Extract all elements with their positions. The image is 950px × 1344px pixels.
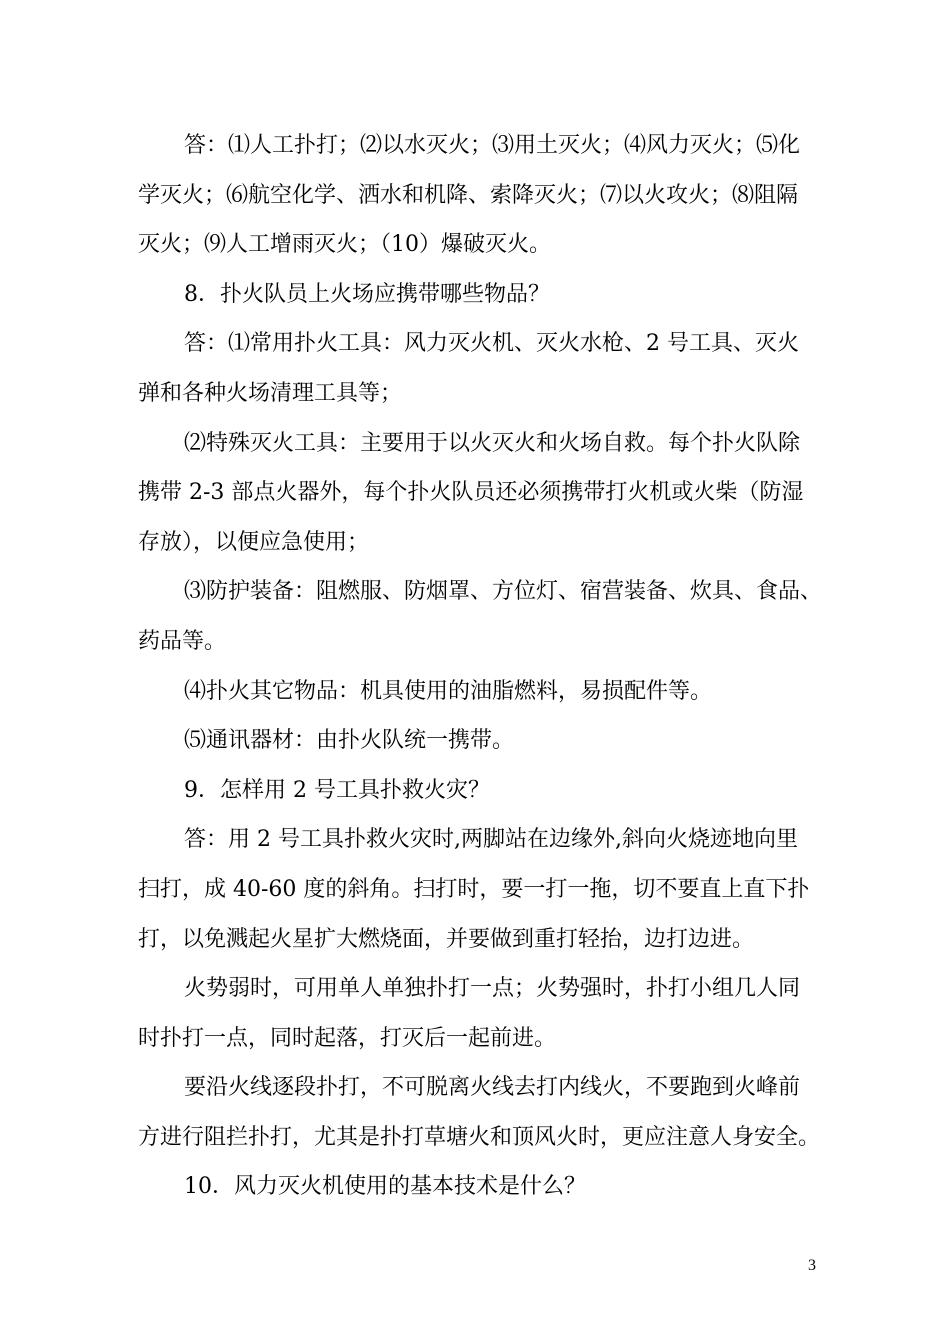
answer-8-item-3-line-2: 药品等。 [138,628,227,654]
answer-8-item-2-line-1: ⑵特殊灭火工具：主要用于以火灭火和火场自救。每个扑火队除 [184,430,801,456]
answer-9-para-1-line-1: 答：用 2 号工具扑救火灾时,两脚站在边缘外,斜向火烧迹地向里 [184,827,798,853]
question-9: 9．怎样用 2 号工具扑救火灾？ [184,777,490,803]
answer-8-item-2-line-2: 携带 2-3 部点火器外，每个扑火队员还必须携带打火机或火柴（防湿 [138,480,804,506]
answer-8-item-4: ⑷扑火其它物品：机具使用的油脂燃料，易损配件等。 [184,678,713,704]
answer-8-item-1-line-1: 答：⑴常用扑火工具：风力灭火机、灭火水枪、2 号工具、灭火 [184,331,799,357]
answer-9-para-3-line-1: 要沿火线逐段扑打，不可脱离火线去打内线火，不要跑到火峰前 [184,1075,801,1101]
question-10: 10．风力灭火机使用的基本技术是什么？ [184,1174,586,1200]
answer-8-item-3-line-1: ⑶防护装备：阻燃服、防烟罩、方位灯、宿营装备、炊具、食品、 [184,579,823,605]
body-text [138,121,828,1212]
answer-8-item-2-line-3: 存放），以便应急使用； [138,529,370,555]
answer-9-para-2-line-1: 火势弱时，可用单人单独扑打一点；火势强时，扑打小组几人同 [184,976,801,1002]
answer-9-para-3-line-2: 方进行阻拦扑打，尤其是扑打草塘火和顶风火时，更应注意人身安全。 [138,1124,821,1150]
answer-9-para-1-line-2: 扫打，成 40-60 度的斜角。扫打时，要一打一拖，切不要直上直下扑 [138,876,810,902]
answer-9-para-1-line-3: 打，以免溅起火星扩大燃烧面，并要做到重打轻抬，边打边进。 [138,926,755,952]
answer-8-item-1-line-2: 弹和各种火场清理工具等； [138,380,403,406]
answer-7-line-2: 学灭火；⑹航空化学、洒水和机降、索降灭火；⑺以火攻火；⑻阻隔 [138,182,799,208]
answer-7-line-1: 答：⑴人工扑打；⑵以水灭火；⑶用土灭火；⑷风力灭火；⑸化 [184,133,801,158]
answer-8-item-5: ⑸通讯器材：由扑火队统一携带。 [184,728,515,754]
answer-7-line-3: 灭火；⑼人工增雨灭火；（10）爆破灭火。 [138,232,551,258]
answer-9-para-2-line-2: 时扑打一点，同时起落，打灭后一起前进。 [138,1025,557,1051]
question-8: 8．扑火队员上火场应携带哪些物品？ [184,281,550,307]
page-number: 3 [808,1257,816,1274]
